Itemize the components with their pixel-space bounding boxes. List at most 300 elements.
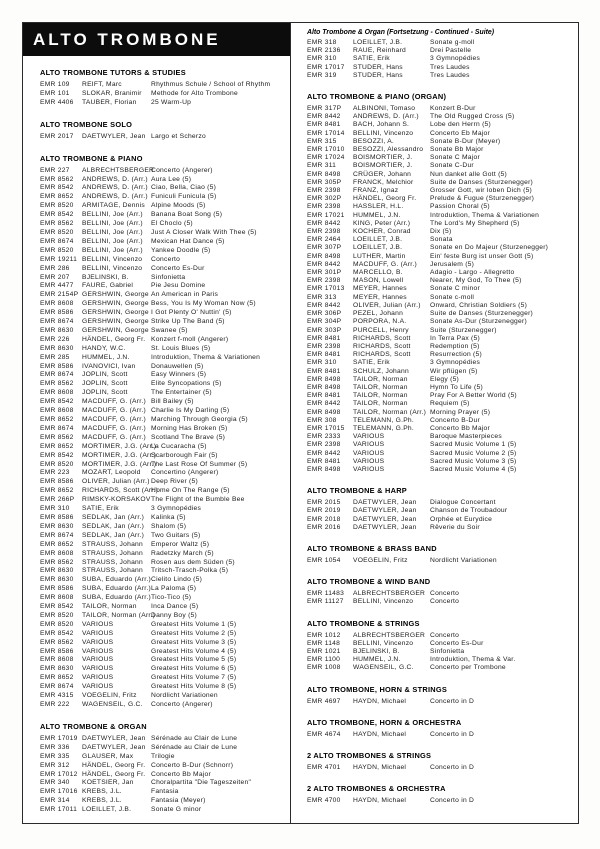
catalog-row — [40, 683, 282, 692]
composer: ARMITAGE, Dennis — [82, 202, 145, 210]
emr-code: EMR 8630 — [40, 567, 74, 575]
emr-code: EMR 2398 — [307, 187, 341, 195]
composer: VARIOUS — [353, 449, 385, 457]
work-title: Concerto in D — [430, 764, 475, 771]
emr-code: EMR 8542 — [40, 211, 74, 219]
work-title: An American in Paris — [151, 291, 219, 299]
emr-code: EMR 8608 — [40, 549, 74, 557]
catalog-row — [40, 90, 282, 99]
work-title: Elegy (5) — [430, 375, 460, 383]
catalog-row — [307, 294, 572, 302]
catalog-row — [40, 630, 282, 639]
section-alto-trombone-brass-band — [307, 544, 572, 565]
work-title: In Terra Pax (5) — [430, 334, 480, 342]
catalog-row — [40, 656, 282, 665]
composer: PEZEL, Johann — [353, 310, 404, 318]
emr-code: EMR 340 — [40, 779, 70, 787]
work-title: Pie Jesu Domine — [151, 282, 206, 290]
composer: HAYDN, Michael — [353, 697, 407, 705]
section-heading: ALTO TROMBONE, HORN & STRINGS — [307, 684, 448, 694]
catalog-row — [40, 211, 282, 220]
composer: STRAUSS, Johann — [82, 549, 143, 557]
work-title: Concerto B-Dur — [430, 416, 480, 424]
composer: BELLINI, Vincenzo — [353, 639, 414, 647]
emr-code: EMR 17013 — [307, 285, 345, 293]
work-title: Sonate G minor — [151, 806, 202, 814]
composer: STUDER, Hans — [353, 71, 403, 79]
catalog-row — [40, 701, 282, 710]
composer: MOZART, Leopold — [82, 469, 141, 477]
work-title: Two Guitars (5) — [151, 531, 201, 539]
work-title: I Got Plenty O' Nuttin' (5) — [151, 309, 232, 317]
catalog-row — [307, 409, 572, 417]
work-title: Concerto Es-Dur — [151, 264, 205, 272]
composer: STRAUSS, Johann — [82, 567, 143, 575]
catalog-row — [40, 639, 282, 648]
catalog-row — [40, 407, 282, 416]
work-title: Concerto — [151, 255, 181, 263]
work-title: Dix (5) — [430, 228, 452, 236]
emr-code: EMR 8542 — [40, 398, 74, 406]
work-title: Chanson de Troubadour — [430, 507, 508, 515]
emr-code: EMR 8652 — [40, 674, 74, 682]
emr-code: EMR 8630 — [40, 665, 74, 673]
composer: ALBRECHTSBERGER — [353, 631, 426, 639]
catalog-row — [40, 461, 282, 470]
catalog-row — [40, 256, 282, 265]
composer: HUMMEL, J.N. — [82, 353, 130, 361]
emr-code: EMR 8481 — [307, 334, 341, 342]
work-title: Konzert B-Dur — [430, 105, 476, 113]
composer: MACDUFF, G. (Arr.) — [353, 260, 417, 268]
composer: OLIVER, Julian (Arr.) — [82, 478, 150, 486]
work-title: Ein' feste Burg ist unser Gott (5) — [430, 252, 534, 260]
work-title: Concerto in D — [430, 697, 475, 705]
catalog-row — [40, 603, 282, 612]
composer: BELLINI, Joe (Arr.) — [82, 220, 143, 228]
emr-code: EMR 8586 — [40, 309, 74, 317]
work-title: Fantasia — [151, 788, 179, 796]
composer: LOEILLET, J.B. — [353, 244, 403, 252]
catalog-row — [40, 99, 282, 108]
section-alto-trombone-strings — [307, 619, 572, 673]
catalog-row — [40, 371, 282, 380]
emr-code: EMR 2464 — [307, 236, 341, 244]
work-title: Tres Laudes — [430, 71, 470, 79]
emr-code: EMR 8674 — [40, 531, 74, 539]
composer: SLOKAR, Branimir — [82, 89, 142, 97]
work-title: Sérénade au Clair de Lune — [151, 743, 238, 751]
emr-code: EMR 17015 — [307, 424, 345, 432]
catalog-row — [40, 300, 282, 309]
emr-code: EMR 286 — [40, 264, 70, 272]
work-title: Sonate B-Dur (Meyer) — [430, 137, 501, 145]
emr-code: EMR 312 — [40, 761, 70, 769]
emr-code: EMR 17011 — [40, 806, 78, 814]
composer: SATIE, Erik — [353, 55, 390, 63]
composer: TAILOR, Norman — [82, 603, 137, 611]
emr-code: EMR 2398 — [307, 441, 341, 449]
work-title: Sonate g-moll — [430, 39, 475, 46]
composer: VARIOUS — [82, 629, 114, 637]
work-title: Drei Pastelle — [430, 47, 472, 55]
work-title: Onward, Christian Soldiers (5) — [430, 301, 528, 309]
emr-code: EMR 11127 — [307, 598, 344, 606]
section-heading: ALTO TROMBONE & STRINGS — [307, 618, 420, 628]
emr-code: EMR 8542 — [40, 629, 74, 637]
catalog-row — [40, 735, 282, 744]
emr-code: EMR 8674 — [40, 318, 74, 326]
emr-code: EMR 2015 — [307, 499, 341, 507]
catalog-row — [307, 376, 572, 384]
emr-code: EMR 308 — [307, 416, 337, 424]
work-title: Nun danket alle Gott (5) — [430, 170, 507, 178]
emr-code: EMR 8562 — [40, 638, 74, 646]
composer: TELEMANN, G.Ph. — [353, 424, 414, 432]
catalog-row — [307, 121, 572, 129]
catalog-row — [307, 335, 572, 343]
composer: WAGENSEIL, G.C. — [353, 664, 414, 672]
section-heading: 2 ALTO TROMBONES & ORCHESTRA — [307, 784, 446, 794]
section-alto-trombone-horn-orchestra — [307, 718, 572, 739]
catalog-row — [307, 797, 572, 805]
composer: ANDREWS, D. (Arr.) — [82, 193, 148, 201]
emr-code: EMR 285 — [40, 353, 70, 361]
composer: BELLINI, Vincenzo — [353, 598, 414, 606]
emr-code: EMR 207 — [40, 273, 70, 281]
emr-code: EMR 8562 — [40, 380, 74, 388]
work-title: Sérénade au Clair de Lune — [151, 734, 238, 742]
catalog-row — [40, 779, 282, 788]
work-title: Ciao, Bella, Ciao (5) — [151, 184, 217, 192]
emr-code: EMR 8652 — [40, 540, 74, 548]
section-heading: 2 ALTO TROMBONES & STRINGS — [307, 751, 432, 760]
catalog-row — [40, 665, 282, 674]
work-title: Sinfonietta — [151, 273, 186, 281]
composer: VARIOUS — [353, 465, 385, 473]
emr-code: EMR 227 — [40, 166, 70, 174]
work-title: La Cucaracha (5) — [151, 442, 207, 450]
emr-code: EMR 8481 — [307, 351, 341, 359]
work-title: Bill Bailey (5) — [151, 398, 194, 406]
composer: BELLINI, Joe (Arr.) — [82, 211, 143, 219]
emr-code: EMR 4477 — [40, 282, 74, 290]
composer: HASSLER, H.L. — [353, 203, 404, 211]
composer: MACDUFF, G. (Arr.) — [82, 433, 146, 441]
composer: ALBRECHTSBERGER — [82, 166, 155, 174]
catalog-row — [40, 291, 282, 300]
emr-code: EMR 8562 — [40, 433, 74, 441]
composer: ALBINONI, Tomaso — [353, 105, 416, 113]
emr-code: EMR 8630 — [40, 522, 74, 530]
emr-code: EMR 8630 — [40, 344, 74, 352]
catalog-row — [307, 179, 572, 187]
composer: VARIOUS — [82, 683, 114, 691]
emr-code: EMR 8608 — [40, 594, 74, 602]
emr-code: EMR 2398 — [307, 342, 341, 350]
work-title: Scarborough Fair (5) — [151, 451, 218, 459]
work-title: Tico-Tico (5) — [151, 594, 192, 602]
catalog-row — [307, 327, 572, 335]
emr-code: EMR 17024 — [307, 154, 345, 162]
composer: VARIOUS — [82, 656, 114, 664]
emr-code: EMR 8562 — [40, 558, 74, 566]
emr-code: EMR 101 — [40, 89, 70, 97]
catalog-row — [40, 576, 282, 585]
composer: GERSHWIN, George — [82, 318, 149, 326]
catalog-row — [307, 195, 572, 203]
composer: JOPLIN, Scott — [82, 371, 128, 379]
composer: ANDREWS, D. (Arr.) — [82, 175, 148, 183]
emr-code: EMR 4406 — [40, 98, 74, 106]
emr-code: EMR 1100 — [307, 656, 341, 664]
composer: FAURE, Gabriel — [82, 282, 134, 290]
composer: CRÜGER, Johann — [353, 170, 412, 178]
emr-code: EMR 8674 — [40, 237, 74, 245]
composer: STUDER, Hans — [353, 63, 403, 71]
work-title: The Flight of the Bumble Bee — [151, 496, 245, 504]
right-column — [291, 23, 578, 823]
work-title: St. Louis Blues (5) — [151, 344, 211, 352]
catalog-row — [40, 797, 282, 806]
work-title: La Paloma (5) — [151, 585, 197, 593]
emr-code: EMR 17019 — [40, 734, 78, 742]
emr-code: EMR 304P — [307, 318, 342, 326]
catalog-row — [307, 113, 572, 121]
catalog-row — [307, 507, 572, 515]
emr-code: EMR 8586 — [40, 362, 74, 370]
composer: MACDUFF, G. (Arr.) — [82, 407, 146, 415]
composer: HÄNDEL, Georg Fr. — [82, 761, 146, 769]
composer: KING, Peter (Arr.) — [353, 219, 411, 227]
work-title: Concerto — [430, 590, 460, 598]
catalog-row — [307, 55, 572, 63]
catalog-row — [40, 532, 282, 541]
composer: TELEMANN, G.Ph. — [353, 416, 414, 424]
composer: SEDLAK, Jan (Arr.) — [82, 513, 145, 521]
emr-code: EMR 8586 — [40, 478, 74, 486]
emr-code: EMR 222 — [40, 701, 70, 708]
emr-code: EMR 223 — [40, 469, 70, 477]
composer: JOPLIN, Scott — [82, 389, 128, 397]
catalog-row — [307, 72, 572, 80]
composer: BELLINI, Joe (Arr.) — [82, 246, 143, 254]
work-title: Aura Lee (5) — [151, 175, 192, 183]
composer: FRANCK, Melchior — [353, 178, 414, 186]
catalog-row — [40, 559, 282, 568]
catalog-row — [40, 505, 282, 514]
catalog-row — [307, 269, 572, 277]
emr-code: EMR 8608 — [40, 300, 74, 308]
emr-code: EMR 8498 — [307, 465, 341, 473]
composer: VOEGELIN, Fritz — [82, 692, 137, 700]
composer: GERSHWIN, George — [82, 291, 149, 299]
catalog-row — [307, 516, 572, 524]
work-title: Konzert f-moll (Angerer) — [151, 335, 229, 343]
catalog-row — [40, 354, 282, 363]
catalog-row — [307, 302, 572, 310]
work-title: Concerto — [430, 598, 460, 606]
composer: LUTHER, Martin — [353, 252, 406, 260]
catalog-row — [307, 343, 572, 351]
catalog-row — [40, 416, 282, 425]
catalog-row — [40, 806, 282, 815]
catalog-row — [40, 247, 282, 256]
work-title: Funiculi Funicula (5) — [151, 193, 217, 201]
composer: VARIOUS — [82, 620, 114, 628]
emr-code: EMR 2154P — [40, 291, 79, 299]
composer: SUBA, Eduardo (Arr.) — [82, 594, 151, 602]
work-title: Cielito Lindo (5) — [151, 576, 203, 584]
composer: HÄNDEL, Georg Fr. — [353, 195, 417, 203]
composer: LOEILLET, J.B. — [82, 806, 132, 814]
catalog-row — [40, 744, 282, 753]
work-title: Morning Has Broken (5) — [151, 424, 228, 432]
emr-code: EMR 2333 — [307, 433, 341, 441]
emr-code: EMR 8652 — [40, 487, 74, 495]
catalog-row — [40, 762, 282, 771]
section-heading: ALTO TROMBONE & PIANO (ORGAN) — [307, 92, 447, 102]
emr-code: EMR 17012 — [40, 770, 78, 778]
catalog-row — [307, 154, 572, 162]
work-title: Fantasia (Meyer) — [151, 797, 206, 805]
emr-code: EMR 8520 — [40, 246, 74, 254]
catalog-row — [40, 487, 282, 496]
emr-code: EMR 305P — [307, 178, 342, 186]
emr-code: EMR 318 — [307, 39, 337, 46]
work-title: Sacred Music Volume 2 (5) — [430, 449, 517, 457]
work-title: Just A Closer Walk With Thee (5) — [151, 228, 257, 236]
catalog-page — [22, 22, 579, 824]
catalog-row — [40, 788, 282, 797]
work-title: Orphée et Eurydice — [430, 515, 493, 523]
work-title: Prelude & Fugue (Sturzenegger) — [430, 195, 535, 203]
composer: JOPLIN, Scott — [82, 380, 128, 388]
catalog-row — [307, 368, 572, 376]
emr-code: EMR 8520 — [40, 611, 74, 619]
emr-code: EMR 8542 — [40, 603, 74, 611]
composer: SATIE, Erik — [353, 359, 390, 367]
work-title: Strike Up The Band (5) — [151, 318, 225, 326]
section-heading: ALTO TROMBONE & WIND BAND — [307, 577, 431, 587]
emr-code: EMR 8481 — [307, 457, 341, 465]
work-title: Greatest Hits Volume 5 (5) — [151, 656, 237, 664]
work-title: Introduktion, Thema & Variationen — [430, 211, 540, 219]
work-title: Hymn To Life (5) — [430, 383, 483, 391]
emr-code: EMR 335 — [40, 752, 70, 760]
emr-code: EMR 8481 — [307, 392, 341, 400]
composer: ALBRECHTSBERGER — [353, 590, 426, 598]
work-title: Introduktion, Thema & Variationen — [151, 353, 261, 361]
composer: BELLINI, Joe (Arr.) — [82, 228, 143, 236]
catalog-row — [307, 285, 572, 293]
work-title: Adagio - Largo - Allegretto — [430, 269, 515, 277]
work-title: Concerto in D — [430, 797, 475, 805]
emr-code: EMR 307P — [307, 244, 342, 252]
catalog-row — [307, 212, 572, 220]
emr-code: EMR 8674 — [40, 371, 74, 379]
work-title: Dialogue Concertant — [430, 499, 496, 507]
emr-code: EMR 306P — [307, 310, 342, 318]
composer: PORPORA, N.A. — [353, 318, 407, 326]
composer: DAETWYLER, Jean — [353, 499, 417, 507]
composer: VARIOUS — [82, 665, 114, 673]
catalog-row — [40, 550, 282, 559]
composer: HAYDN, Michael — [353, 797, 407, 805]
catalog-row — [307, 590, 572, 598]
section-alto-trombone-harp — [307, 486, 572, 532]
composer: GERSHWIN, George — [82, 309, 149, 317]
emr-code: EMR 315 — [307, 137, 337, 145]
continuation-heading: Alto Trombone & Organ (Fortsetzung - Continued - Suite) — [307, 29, 495, 36]
catalog-row — [307, 359, 572, 367]
work-title: Greatest Hits Volume 7 (5) — [151, 674, 237, 682]
catalog-row — [40, 345, 282, 354]
emr-code: EMR 4700 — [307, 797, 341, 805]
emr-code: EMR 8586 — [40, 585, 74, 593]
catalog-row — [307, 351, 572, 359]
catalog-row — [40, 265, 282, 274]
catalog-row — [307, 384, 572, 392]
catalog-row — [307, 632, 572, 640]
work-title: Sonate c-moll — [430, 293, 475, 301]
catalog-row — [307, 524, 572, 532]
work-title: Concerto B-Dur (Schnorr) — [151, 761, 234, 769]
catalog-row — [307, 277, 572, 285]
catalog-row — [307, 640, 572, 648]
work-title: Sonate As-Dur (Sturzenegger) — [430, 318, 527, 326]
work-title: Sonata — [430, 236, 453, 244]
composer: VARIOUS — [82, 638, 114, 646]
emr-code: EMR 19211 — [40, 255, 78, 263]
emr-code: EMR 8562 — [40, 175, 74, 183]
catalog-row — [40, 363, 282, 372]
work-title: Greatest Hits Volume 1 (5) — [151, 620, 237, 628]
composer: LOEILLET, J.B. — [353, 236, 403, 244]
section-2-alto-trombones-orchestra — [307, 784, 572, 805]
work-title: The Entertainer (5) — [151, 389, 212, 397]
composer: RICHARDS, Scott — [353, 342, 411, 350]
work-title: Pray For A Better World (5) — [430, 392, 517, 400]
section-alto-trombone-organ — [40, 722, 282, 815]
composer: KOETSIER, Jan — [82, 779, 134, 787]
work-title: Rosen aus dem Süden (5) — [151, 558, 235, 566]
catalog-row — [307, 656, 572, 664]
work-title: Passion Choral (5) — [430, 203, 490, 211]
work-title: Greatest Hits Volume 6 (5) — [151, 665, 237, 673]
work-title: 3 Gymnopédies — [430, 55, 481, 63]
work-title: Banana Boat Song (5) — [151, 211, 223, 219]
work-title: Mexican Hat Dance (5) — [151, 237, 225, 245]
work-title: Concertino (Angerer) — [151, 469, 219, 477]
emr-code: EMR 310 — [307, 359, 337, 367]
work-title: Bess, You Is My Woman Now (5) — [151, 300, 256, 308]
emr-code: EMR 2398 — [307, 203, 341, 211]
composer: DAETWYLER, Jean — [82, 743, 146, 751]
section-alto-trombone-horn-strings — [307, 685, 572, 706]
composer: STRAUSS, Johann — [82, 558, 143, 566]
emr-code: EMR 8442 — [307, 260, 341, 268]
work-title: Tritsch-Trasch-Polka (5) — [151, 567, 229, 575]
emr-code: EMR 8442 — [307, 113, 341, 121]
work-title: Donauwellen (5) — [151, 362, 204, 370]
emr-code: EMR 1008 — [307, 664, 341, 672]
catalog-row — [307, 228, 572, 236]
composer: KOCHER, Conrad — [353, 228, 411, 236]
composer: MACDUFF, G. (Arr.) — [82, 416, 146, 423]
composer: VARIOUS — [82, 647, 114, 655]
catalog-row — [307, 130, 572, 138]
